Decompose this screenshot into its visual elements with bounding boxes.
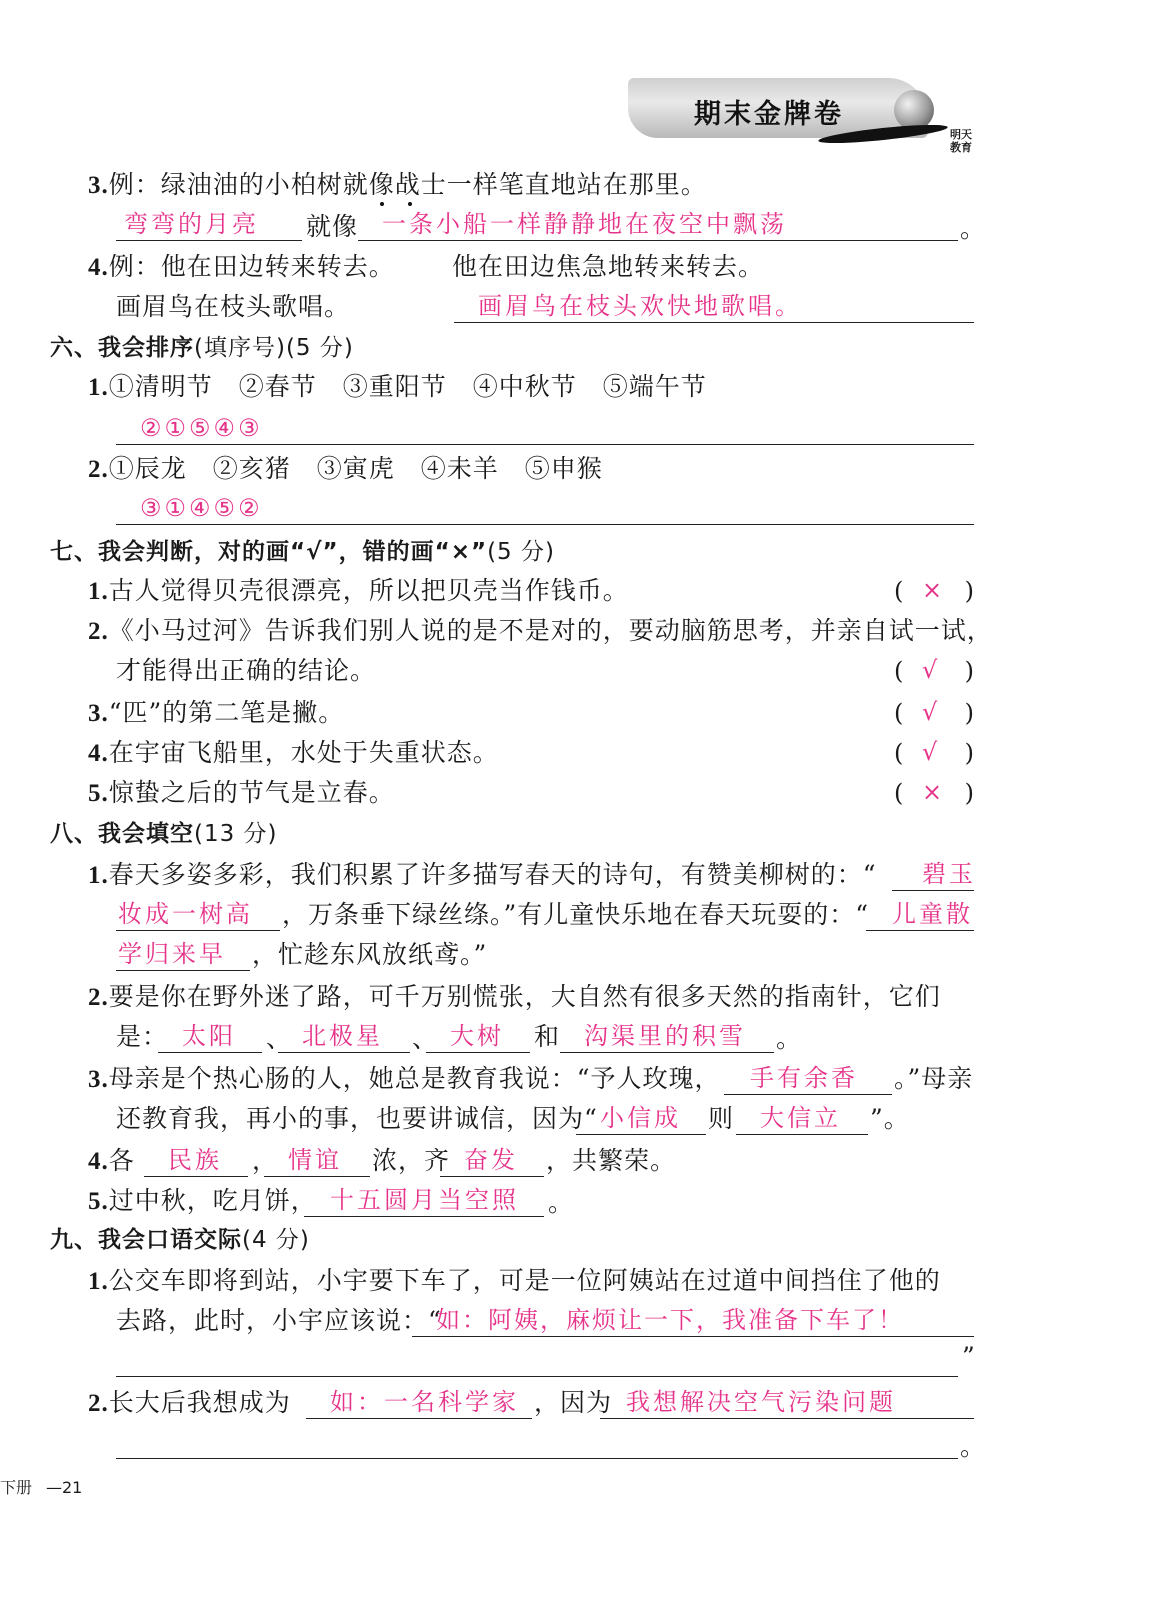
section-7-title: 七、我会判断，对的画“√”，错的画“×”(5 分): [50, 539, 555, 565]
s8-item3-mother: 。”母亲: [894, 1064, 974, 1093]
s8-item1-answer2b: 学归来早: [116, 940, 250, 971]
s7-item5-text: 5.惊蛰之后的节气是立春。: [88, 778, 395, 807]
s8-item1-answer1a: 碧玉: [892, 860, 974, 891]
s8-item2-answer2: 北极星: [278, 1022, 410, 1053]
s8-item2-answer1: 太阳: [158, 1022, 262, 1053]
s7-item2-text2: 才能得出正确的结论。: [116, 656, 377, 685]
q5-item3-end: 。: [960, 214, 987, 243]
s8-item5-end: 。: [548, 1188, 575, 1217]
s8-item2-line1: 2.要是你在野外迷了路，可千万别慌张，大自然有很多天然的指南针，它们: [88, 982, 941, 1011]
q5-item4-prompt: 画眉鸟在枝头歌唱。: [116, 292, 351, 321]
s8-item3-answer3: 大信立: [736, 1104, 868, 1135]
s8-item4-answer3: 奋发: [440, 1146, 544, 1177]
header-banner: [628, 78, 974, 156]
s8-item4-answer2: 情谊: [264, 1146, 370, 1177]
q5-item4-answer: 画眉鸟在枝头欢快地歌唱。: [454, 292, 974, 323]
s9-item1-end-quote: ”: [962, 1342, 976, 1371]
s8-item2-prefix: 是：: [116, 1022, 169, 1051]
s8-item1-line2: ，万条垂下绿丝绦。”有儿童快乐地在春天玩耍的：“: [282, 900, 870, 929]
s7-item1-text: 1.古人觉得贝壳很漂亮，所以把贝壳当作钱币。: [88, 576, 629, 605]
s8-item3-line1: 3.母亲是个热心肠的人，她总是教育我说：“予人玫瑰，: [88, 1064, 721, 1093]
s6-item2-answer: ③①④⑤②: [116, 494, 974, 525]
s8-item1-answer2a: 儿童散: [866, 900, 974, 931]
q5-item4-example2: 他在田边焦急地转来转去。: [452, 252, 765, 281]
s8-item4-mid: 浓，齐: [372, 1146, 451, 1175]
footer-volume: 下册: [0, 1478, 33, 1497]
section-9-title: 九、我会口语交际(4 分): [50, 1227, 310, 1253]
s8-item1-line1: 1.春天多姿多彩，我们积累了许多描写春天的诗句，有赞美柳树的：“: [88, 860, 877, 889]
s6-item1-answer: ②①⑤④③: [116, 414, 974, 445]
s6-item1-text: 1.①清明节 ②春节 ③重阳节 ④中秋节 ⑤端午节: [88, 372, 707, 401]
s8-item5-answer: 十五圆月当空照: [304, 1186, 544, 1217]
s8-item2-and: 和: [534, 1022, 561, 1051]
s8-item2-sep1: 、: [266, 1024, 293, 1053]
s8-item4-end: ，共繁荣。: [546, 1146, 677, 1175]
s9-item1-line2: 去路，此时，小宇应该说：“: [116, 1306, 442, 1335]
q5-item3-answer1: 弯弯的月亮: [116, 210, 302, 241]
s8-item2-end: 。: [776, 1024, 803, 1053]
s9-item2-because: ，因为: [534, 1388, 613, 1417]
s8-item3-answer1: 手有余香: [724, 1064, 892, 1095]
s9-item2-answer2: 我想解决空气污染问题: [600, 1388, 974, 1419]
section-6-title: 六、我会排序(填序号)(5 分): [50, 335, 354, 361]
s7-item4-text: 4.在宇宙飞船里，水处于失重状态。: [88, 738, 499, 767]
emphasis-dot: [408, 202, 412, 206]
s8-item4-prefix: 4.各: [88, 1146, 135, 1175]
s8-item4-answer1: 民族: [144, 1146, 248, 1177]
q5-item3-mid: 就像: [306, 212, 359, 241]
q5-item3-answer2: 一条小船一样静静地在夜空中飘荡: [358, 210, 958, 241]
q5-item3-example: 3.例：绿油油的小柏树就像战士一样笔直地站在那里。: [88, 170, 707, 199]
s8-item2-answer4: 沟渠里的积雪: [560, 1022, 774, 1053]
section-8-title: 八、我会填空(13 分): [50, 821, 278, 847]
s8-item3-answer2: 小信成: [576, 1104, 706, 1135]
s8-item3-then: 则: [708, 1104, 735, 1133]
s7-item2-text: 2.《小马过河》告诉我们别人说的是不是对的，要动脑筋思考，并亲自试一试，: [88, 616, 993, 645]
s8-item4-comma: ，: [252, 1146, 279, 1175]
s8-item1-line3: ，忙趁东风放纸鸢。”: [252, 940, 488, 969]
s8-item3-line2: 还教育我，再小的事，也要讲诚信，因为“: [116, 1104, 598, 1133]
s9-item1-line1: 1.公交车即将到站，小宇要下车了，可是一位阿姨站在过道中间挡住了他的: [88, 1266, 941, 1295]
s8-item2-sep2: 、: [412, 1024, 439, 1053]
page-number: —21: [46, 1478, 83, 1497]
s8-item2-answer3: 大树: [426, 1022, 530, 1053]
banner-title: 期末金牌卷: [694, 99, 844, 130]
s7-item3-text: 3.“匹”的第二笔是撇。: [88, 698, 345, 727]
s8-item1-answer1b: 妆成一树高: [116, 900, 280, 931]
s9-item1-answer: 如：阿姨，麻烦让一下，我准备下车了！: [412, 1306, 974, 1337]
s9-item2-blank-line: [116, 1458, 958, 1459]
q5-item4-example: 4.例：他在田边转来转去。: [88, 252, 395, 281]
s8-item3-end: ”。: [870, 1104, 910, 1133]
s8-item5-prefix: 5.过中秋，吃月饼，: [88, 1186, 317, 1215]
s9-item2-end: 。: [960, 1432, 987, 1461]
brand-logo: 明天教育: [950, 128, 972, 154]
s9-item2-prefix: 2.长大后我想成为: [88, 1388, 291, 1417]
s9-item1-blank-line: [116, 1376, 958, 1377]
emphasis-dot: [380, 202, 384, 206]
s9-item2-answer1: 如：一名科学家: [306, 1388, 532, 1419]
s6-item2-text: 2.①辰龙 ②亥猪 ③寅虎 ④未羊 ⑤申猴: [88, 454, 603, 483]
